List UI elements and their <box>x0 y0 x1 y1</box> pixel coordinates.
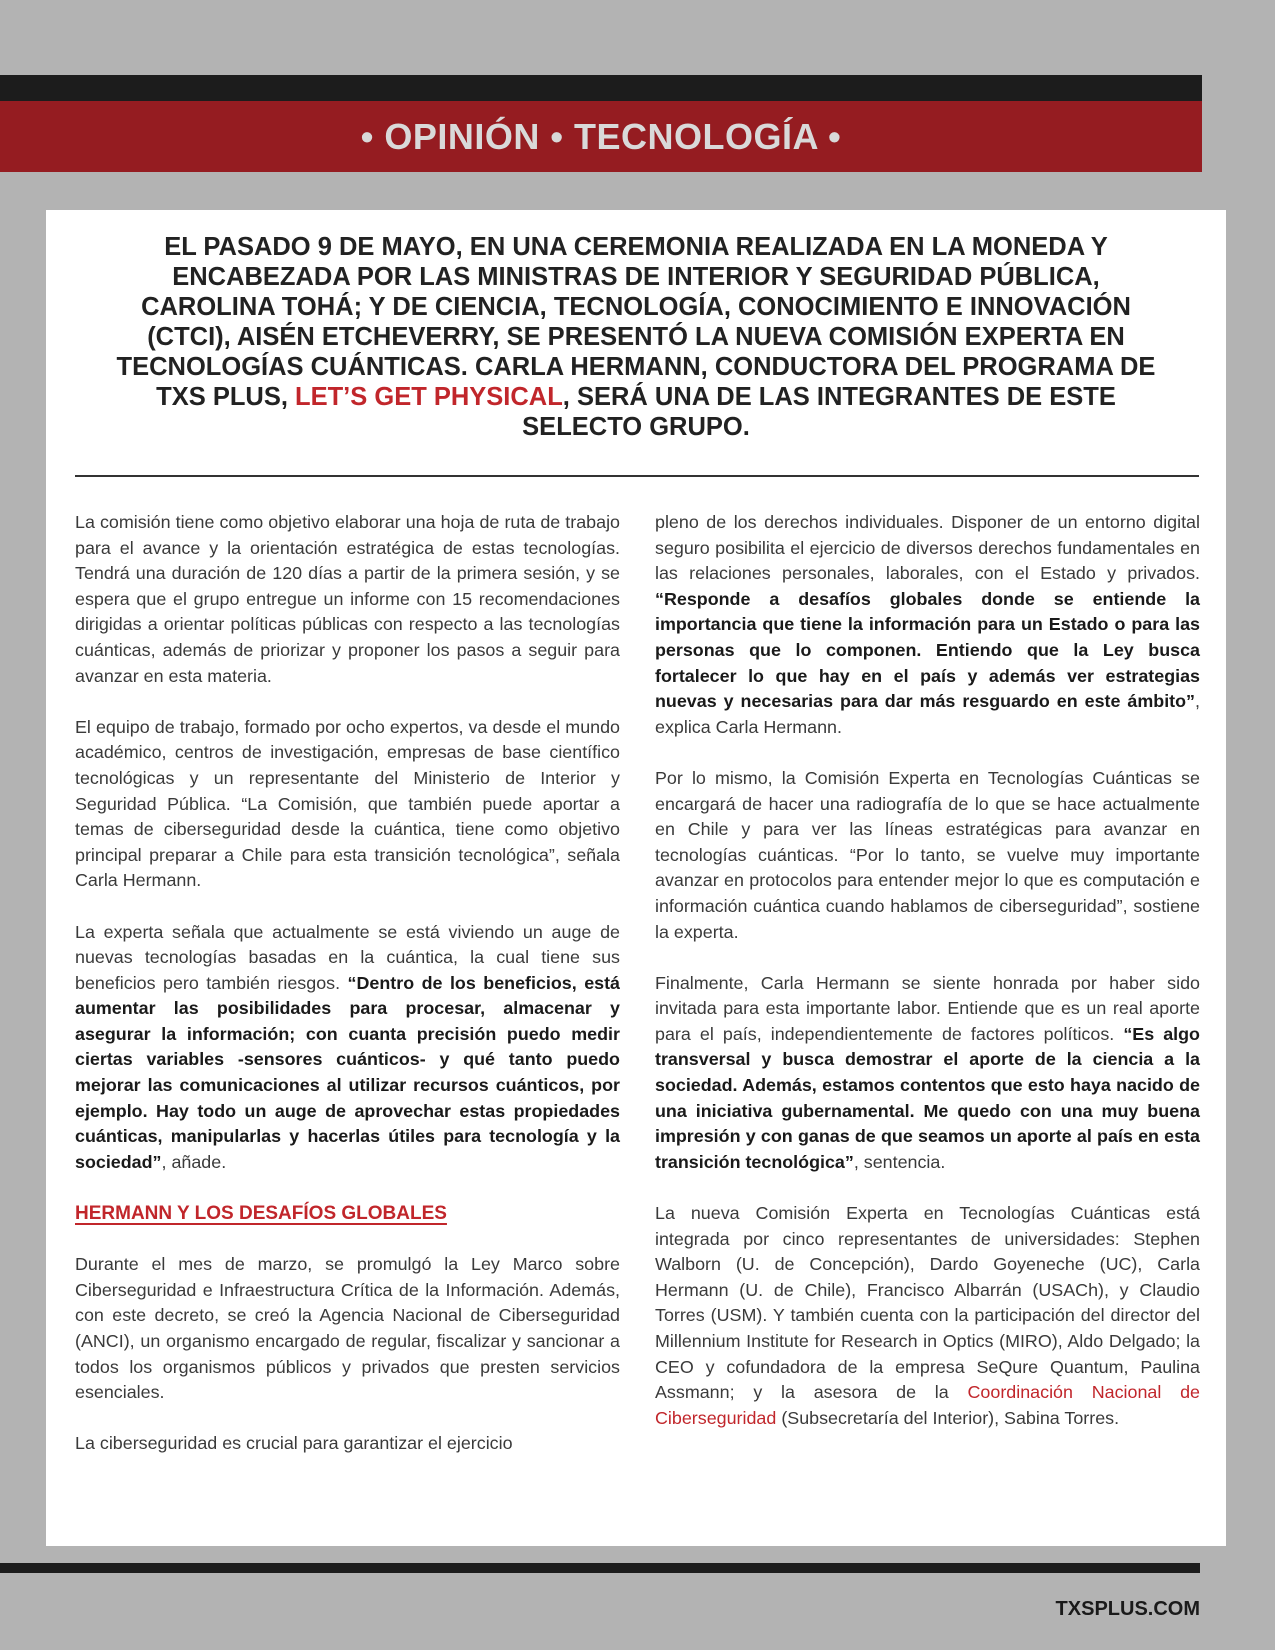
lead-text-2: , CONDUCTORA DEL PROGRAMA DE TXS PLUS, <box>156 353 1156 411</box>
show-link[interactable]: LET’S GET PHYSICAL <box>295 383 563 411</box>
paragraph <box>655 1201 1200 1431</box>
footer-bar <box>0 1563 1200 1573</box>
paragraph: La ciberseguridad es crucial para garantizar el ejercicio <box>75 1433 513 1454</box>
paragraph-text: , explica Carla Hermann. <box>655 691 1200 737</box>
paragraph <box>655 510 1200 740</box>
paragraph-text: , sentencia. <box>853 1151 946 1172</box>
paragraph: La comisión tiene como objetivo elaborar una hoja de ruta de trabajo para el avance y la orientación estratégica de estas tecnologías. Tendrá una duración de 120 días a partir de la primera sesión, y se espera que el grupo entregue un informe con 15 recomendaciones dirigidas a orientar políticas públicas con respecto a las tecnologías cuánticas, además de priorizar y proponer los pasos a seguir para avanzar en esta materia. <box>75 512 620 686</box>
paragraph-text: La nueva Comisión Experta en Tecnologías Cuánticas está integrada por cinco representantes de universidades: Stephen Walborn (U. de Concepción), Dardo Goyeneche (UC), Carla Hermann (U. de Chile), Francisco Albarrán (USACh), y Claudio Torres (USM). Y también cuenta con la participación del director del Millennium Institute for Research in Optics (MIRO), Aldo Delgado; la CEO y cofundadora de la empresa SeQure Quantum, Paulina Assmann; y la asesora de la <box>655 1203 1200 1403</box>
header-black-strip <box>0 75 1202 101</box>
paragraph-text: (Subsecretaría del Interior), Sabina Torres. <box>776 1407 1120 1428</box>
subheading: HERMANN Y LOS DESAFÍOS GLOBALES <box>75 1203 447 1225</box>
site-url[interactable]: TXSPLUS.COM <box>1055 1598 1200 1620</box>
column-left <box>75 510 620 1457</box>
lead-text-3: , SERÁ UNA DE LAS INTEGRANTES DE ESTE SELECTO GRUPO. <box>522 383 1116 441</box>
quote: “Es algo transversal y busca demostrar el aporte de la ciencia a la sociedad. Además, estamos contentos que esto haya nacido de una iniciativa gubernamental. Me quedo con una muy buena impresión y con ganas de que seamos un aporte al país en esta transición tecnológica” <box>655 1023 1200 1172</box>
coordination-link[interactable]: Coordinación Nacional de Ciberseguridad <box>655 1382 1200 1428</box>
section-header <box>0 101 1202 172</box>
divider <box>75 475 1199 477</box>
lead-name: CARLA HERMANN <box>474 353 701 381</box>
column-right <box>655 510 1200 1431</box>
lead-paragraph <box>116 232 1156 442</box>
paragraph-text: , añade. <box>161 1151 227 1172</box>
quote: “Responde a desafíos globales donde se entiende la importancia que tiene la información para un Estado o para las personas que lo componen. Entiendo que la Ley busca fortalecer lo que hay en el país y además ver estrategias nuevas y necesarias para dar más resguardo en este ámbito” <box>655 588 1200 712</box>
paragraph <box>655 971 1200 1176</box>
article-page <box>46 210 1226 1546</box>
paragraph <box>75 920 620 1176</box>
paragraph: El equipo de trabajo, formado por ocho expertos, va desde el mundo académico, centros de investigación, empresas de base científico tecnológicas y un representante del Ministerio de Interior y Seguridad Pública. “La Comisión, que también puede aportar a temas de ciberseguridad desde la cuántica, tiene como objetivo principal preparar a Chile para esta transición tecnológica”, señala Carla Hermann. <box>75 716 620 891</box>
paragraph-text: Finalmente, Carla Hermann se siente honrada por haber sido invitada para esta importante labor. Entiende que es un real aporte para el país, independientemente de factores políticos. <box>655 972 1200 1044</box>
paragraph: Por lo mismo, la Comisión Experta en Tecnologías Cuánticas se encargará de hacer una radiografía de lo que se hace actualmente en Chile y para ver las líneas estratégicas para avanzar en tecnologías cuánticas. “Por lo tanto, se vuelve muy importante avanzar en protocolos para entender mejor lo que es computación e información cuántica cuando hablamos de ciberseguridad”, sostiene la experta. <box>655 767 1200 942</box>
lead-text-1: EL PASADO 9 DE MAYO, EN UNA CEREMONIA REALIZADA EN LA MONEDA Y ENCABEZADA POR LAS MINISTRAS DE INTERIOR Y SEGURIDAD PÚBLICA, CAROLINA TOHÁ; Y DE CIENCIA, TECNOLOGÍA, CONOCIMIENTO E INNOVACIÓN (CTCI), AISÉN ETCHEVERRY, SE PRESENTÓ LA NUEVA COMISIÓN EXPERTA EN TECNOLOGÍAS CUÁNTICAS. <box>116 233 1131 381</box>
quote: “Dentro de los beneficios, está aumentar las posibilidades para procesar, almacenar y asegurar la información; con cuanta precisión puedo medir ciertas variables -sensores cuánticos- y qué tanto puedo mejorar las comunicaciones al utilizar recursos cuánticos, por ejemplo. Hay todo un auge de aprovechar estas propiedades cuánticas, manipularlas y hacerlas útiles para tecnología y la sociedad” <box>75 972 621 1172</box>
paragraph-text: pleno de los derechos individuales. Disponer de un entorno digital seguro posibilita el ejercicio de diversos derechos fundamentales en las relaciones personales, laborales, con el Estado y privados. <box>655 512 1200 584</box>
paragraph-text: La experta señala que actualmente se está viviendo un auge de nuevas tecnologías basadas en la cuántica, la cual tiene sus beneficios pero también riesgos. <box>75 921 620 993</box>
paragraph: Durante el mes de marzo, se promulgó la Ley Marco sobre Ciberseguridad e Infraestructura Crítica de la Información. Además, con este decreto, se creó la Agencia Nacional de Ciberseguridad (ANCI), un organismo encargado de regular, fiscalizar y sancionar a todos los organismos públicos y privados que presten servicios esenciales. <box>75 1254 620 1403</box>
section-label: • OPINIÓN • TECNOLOGÍA • <box>360 115 842 157</box>
